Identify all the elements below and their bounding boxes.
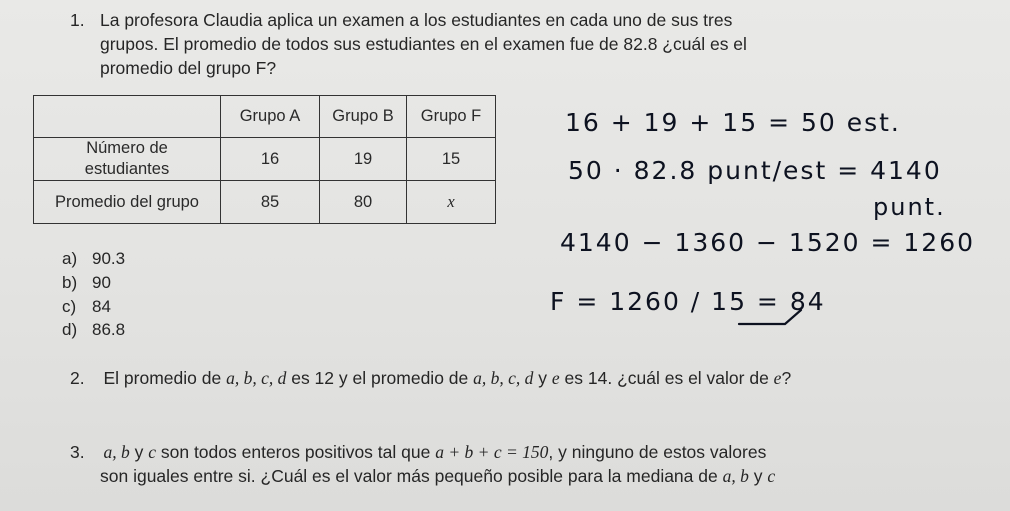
- question-1-line-2: grupos. El promedio de todos sus estudiantes en el examen fue de 82.8 ¿cuál es el: [100, 34, 747, 54]
- question-1-number: 1.: [70, 10, 85, 30]
- table-header-empty: [34, 96, 221, 138]
- question-3-line-2-text-a: son iguales entre si. ¿Cuál es el valor más pequeño posible para la mediana de: [100, 466, 723, 486]
- groups-table: [33, 95, 496, 224]
- question-2-number: 2.: [70, 368, 85, 388]
- question-1-text: [100, 8, 810, 80]
- question-3-equation: a + b + c = 150: [435, 442, 549, 462]
- question-3-var-c: c: [148, 442, 156, 462]
- question-2-text-b: es 12 y el promedio de: [286, 368, 474, 388]
- question-2-text-e: ?: [781, 368, 792, 388]
- table-cell-average-b: 80: [320, 181, 407, 224]
- table-header-grupo-f: Grupo F: [407, 96, 496, 138]
- handwritten-line-2: 50 · 82.8 punt/est = 4140: [568, 156, 942, 185]
- option-b-letter: b): [62, 273, 78, 292]
- answer-underline-check: [735, 300, 805, 330]
- question-2-var-e-2: e: [773, 368, 782, 388]
- question-3-line-2-text-b: y: [748, 466, 768, 486]
- question-2-vars-a: a, b, c, d: [226, 368, 287, 388]
- question-3-number: 3.: [70, 442, 85, 462]
- question-3-text-a: y: [129, 442, 149, 462]
- option-c-value: 84: [92, 297, 111, 316]
- table-cell-average-a: 85: [221, 181, 320, 224]
- students-label-line-2: estudiantes: [84, 160, 170, 178]
- option-a-value: 90.3: [92, 249, 126, 268]
- question-1-line-1: La profesora Claudia aplica un examen a los estudiantes en cada uno de sus tres: [100, 10, 733, 30]
- table-cell-students-a: 16: [221, 138, 320, 181]
- question-1: [70, 8, 810, 80]
- students-label-line-1: Número de: [86, 139, 168, 157]
- table-row-label-average: Promedio del grupo: [34, 181, 221, 224]
- question-2-text-c: y: [533, 368, 552, 388]
- option-c[interactable]: [62, 297, 111, 317]
- question-3-vars-a: a, b: [103, 442, 130, 462]
- handwritten-line-3: punt.: [873, 193, 946, 221]
- handwritten-line-1: 16 + 19 + 15 = 50 est.: [565, 108, 901, 137]
- table-header-grupo-b: Grupo B: [320, 96, 407, 138]
- option-c-letter: c): [62, 297, 77, 316]
- question-3-text-c: , y ninguno de estos valores: [548, 442, 767, 462]
- option-d[interactable]: [62, 320, 125, 340]
- table-header-grupo-a: Grupo A: [221, 96, 320, 138]
- table-cell-students-f: 15: [407, 138, 496, 181]
- option-a-letter: a): [62, 249, 78, 268]
- option-b[interactable]: [62, 273, 111, 293]
- question-3: [70, 440, 766, 464]
- option-d-letter: d): [62, 320, 78, 339]
- question-3-line-2-var-c: c: [767, 466, 776, 486]
- option-a[interactable]: [62, 249, 125, 269]
- table-row-average: [34, 181, 496, 224]
- table-row-students: [34, 138, 496, 181]
- question-2: [70, 366, 791, 390]
- handwritten-line-4: 4140 − 1360 − 1520 = 1260: [560, 228, 976, 257]
- option-d-value: 86.8: [92, 320, 126, 339]
- question-2-var-e: e: [551, 368, 560, 388]
- question-3-line-2-vars: a, b: [722, 466, 749, 486]
- question-2-text-d: es 14. ¿cuál es el valor de: [559, 368, 774, 388]
- question-2-text-a: El promedio de: [103, 368, 227, 388]
- table-cell-average-f: x: [407, 181, 496, 224]
- question-3-line-2: [100, 464, 775, 488]
- table-row-label-students: [34, 138, 221, 181]
- question-3-text-b: son todos enteros positivos tal que: [156, 442, 436, 462]
- option-b-value: 90: [92, 273, 111, 292]
- handwritten-line-5: F = 1260 / 15 = 84: [550, 287, 826, 316]
- question-2-vars-b: a, b, c, d: [473, 368, 534, 388]
- table-cell-students-b: 19: [320, 138, 407, 181]
- question-1-line-3: promedio del grupo F?: [100, 58, 277, 78]
- table-header-row: [34, 96, 496, 138]
